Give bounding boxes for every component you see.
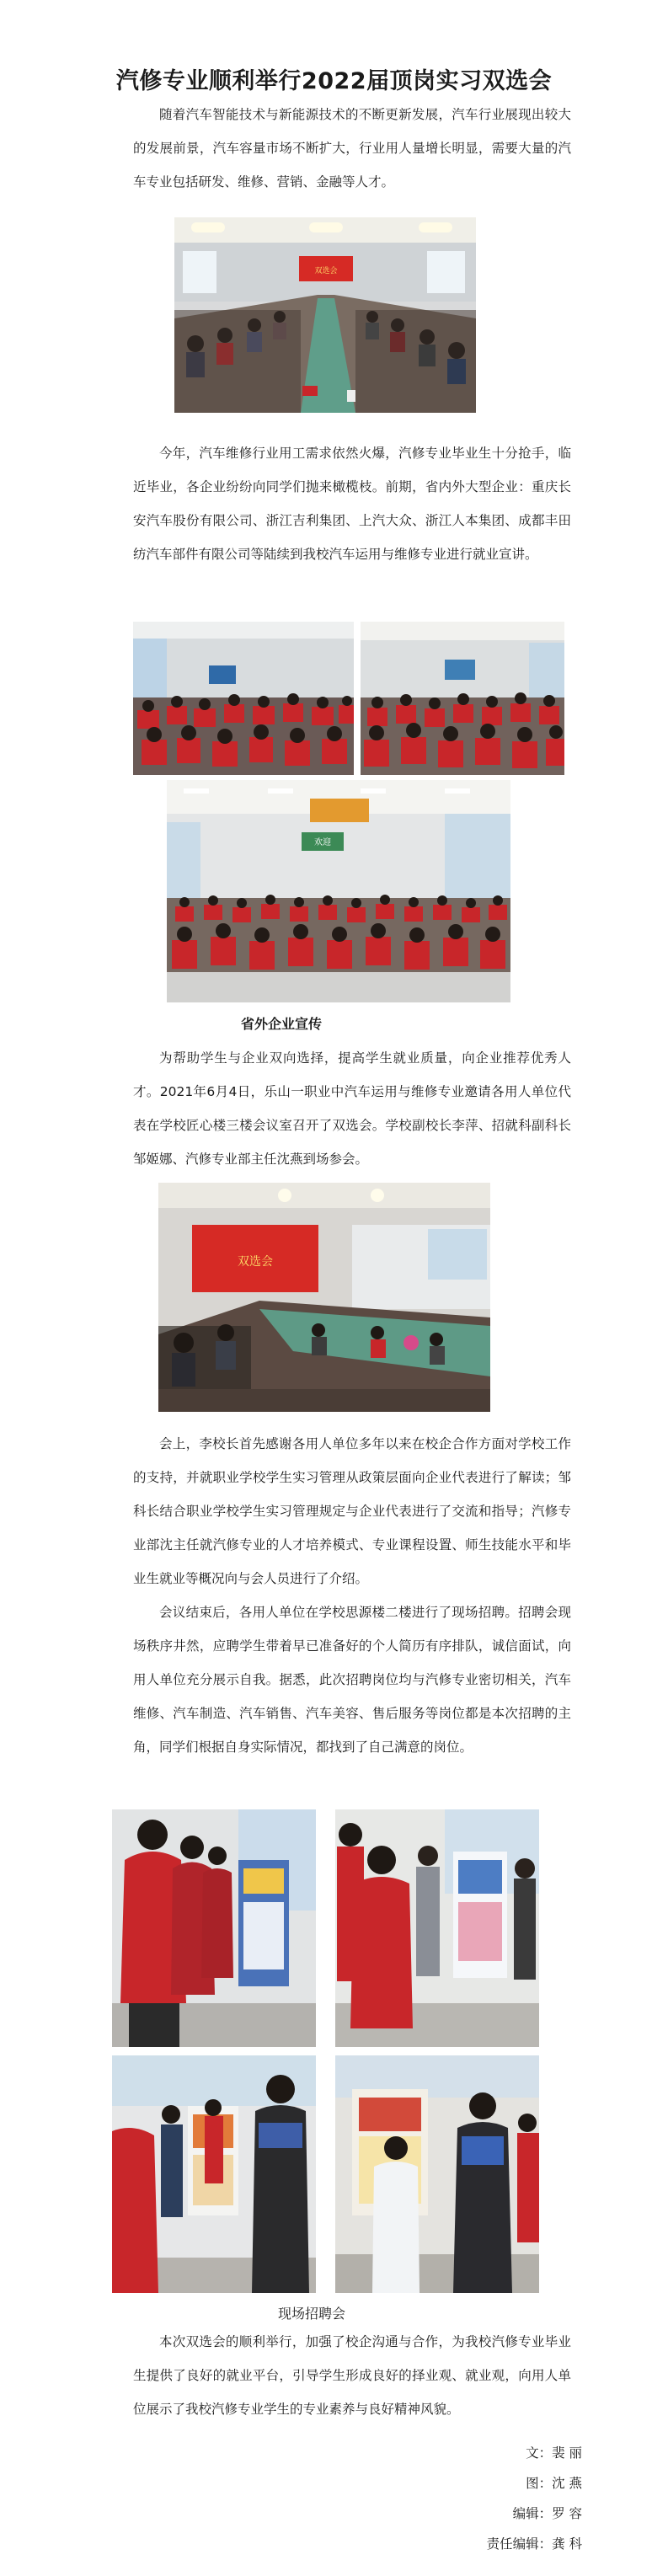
- photo-job-fair-2: [335, 1809, 539, 2047]
- photo-hall-presentation: [167, 780, 510, 1002]
- credit-photographer: 图：沈 燕: [526, 2476, 582, 2491]
- photo-job-fair-4: [335, 2055, 539, 2293]
- credit-text-author: 文：裴 丽: [526, 2445, 582, 2461]
- photo-meeting-room-2: [158, 1183, 490, 1412]
- article-title: 汽修专业顺利举行2022届顶岗实习双选会: [115, 68, 553, 94]
- photo-job-fair-1: [112, 1809, 316, 2047]
- photo-auditorium-left: [133, 622, 354, 775]
- paragraph-conclusion: 本次双选会的顺利举行，加强了校企沟通与合作，为我校汽修专业毕业生提供了良好的就业平台，引导学生形成良好的择业观、就业观，向用人单位展示了我校汽修专业学生的专业素养与良好精神风貌。: [133, 2334, 571, 2417]
- caption-provincial-companies: 省外企业宣传: [241, 1016, 323, 1032]
- caption-job-fair: 现场招聘会: [278, 2306, 346, 2322]
- photo-auditorium-right: [361, 622, 564, 775]
- paragraph-demand: 今年，汽车维修行业用工需求依然火爆，汽修专业毕业生十分抢手，临近毕业，各企业纷纷向同学们抛来橄榄枝。前期，省内外大型企业：重庆长安汽车股份有限公司、浙江吉利集团、上汽大众、浙江人本集团、成都丰田纺汽车部件有限公司等陆续到我校汽车运用与维修专业进行就业宣讲。: [133, 446, 571, 562]
- photo-meeting-room-1: [174, 217, 476, 413]
- credit-chief-editor: 责任编辑：龚 科: [486, 2536, 582, 2552]
- credit-editor: 编辑：罗 容: [512, 2506, 582, 2521]
- paragraph-recruitment: 会议结束后，各用人单位在学校思源楼二楼进行了现场招聘。招聘会现场秩序井然，应聘学生带着早已准备好的个人简历有序排队，诚信面试，向用人单位充分展示自我。据悉，此次招聘岗位均与汽修专业密切相关，汽车维修、汽车制造、汽车销售、汽车美容、售后服务等岗位都是本次招聘的主角，同学们根据自身实际情况，都找到了自己满意的岗位。: [133, 1605, 571, 1755]
- paragraph-principal-speech: 会上，李校长首先感谢各用人单位多年以来在校企合作方面对学校工作的支持，并就职业学校学生实习管理从政策层面向企业代表进行了解读；邹科长结合职业学校学生实习管理规定与企业代表进行了交流和指导；汽修专业部沈主任就汽修专业的人才培养模式、专业课程设置、师生技能水平和毕业生就业等概况向与会人员进行了介绍。: [133, 1436, 571, 1586]
- hall-sign-text: 欢迎: [314, 838, 331, 847]
- photo-job-fair-3: [112, 2055, 316, 2293]
- meeting-banner-text-1: 双选会: [314, 267, 338, 275]
- meeting-banner-text-2: 双选会: [238, 1255, 273, 1269]
- paragraph-intro: 随着汽车智能技术与新能源技术的不断更新发展，汽车行业展现出较大的发展前景，汽车容量市场不断扩大，行业用人量增长明显，需要大量的汽车专业包括研发、维修、营销、金融等人才。: [133, 107, 571, 190]
- paragraph-fair-announcement: 为帮助学生与企业双向选择，提高学生就业质量，向企业推荐优秀人才。2021年6月4日，乐山一职业中汽车运用与维修专业邀请各用人单位代表在学校匠心楼三楼会议室召开了双选会。学校副校长李萍、招就科副科长邹姬娜、汽修专业部主任沈燕到场参会。: [133, 1050, 571, 1167]
